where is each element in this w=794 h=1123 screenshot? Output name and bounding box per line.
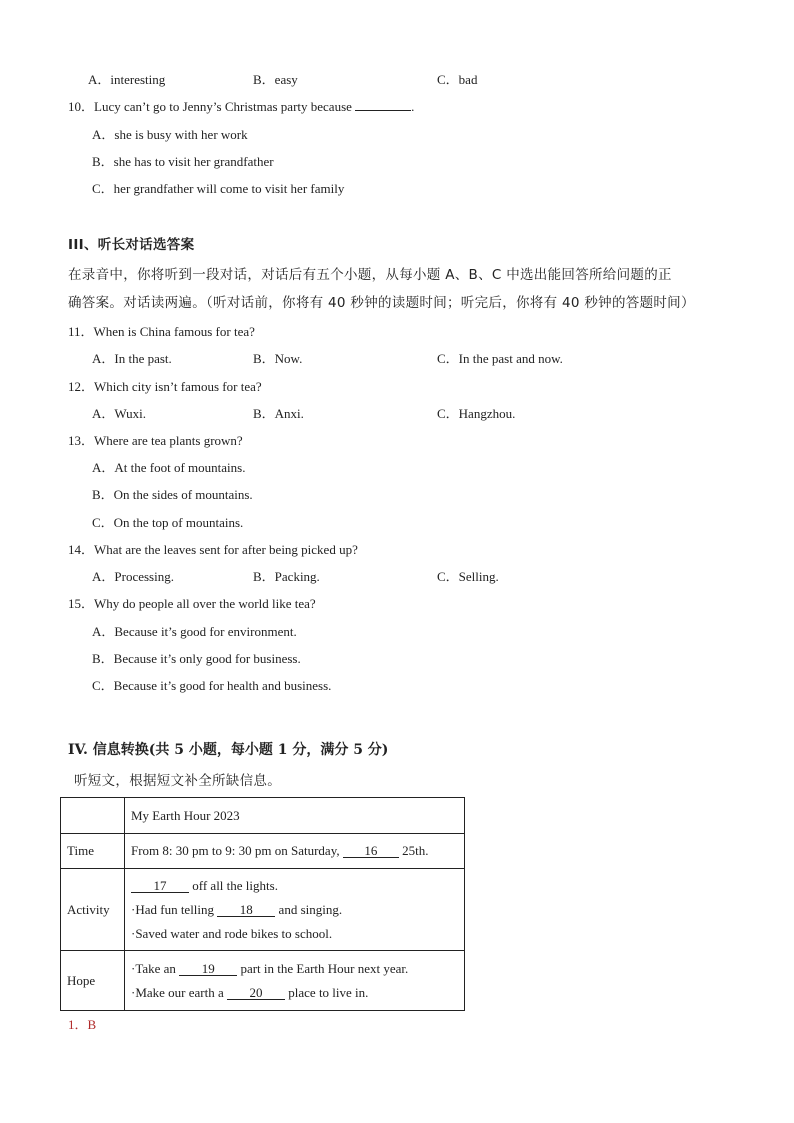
q14-option-a: A．Processing. <box>92 569 174 584</box>
blank-16: 16 <box>343 844 399 858</box>
activity-line-3: ·Saved water and rode bikes to school. <box>131 925 333 941</box>
hope-1-pre: ·Take an <box>131 960 176 976</box>
q13-option-c: C．On the top of mountains. <box>92 515 244 530</box>
activity-2-pre: ·Had fun telling <box>131 901 215 917</box>
time-label: Time <box>61 834 125 869</box>
table-row <box>61 869 465 951</box>
q15-option-b: B．Because it’s only good for business. <box>92 651 301 666</box>
hope-1-post: part in the Earth Hour next year. <box>240 960 409 976</box>
section3-instruction-line1: 在录音中，你将听到一段对话，对话后有五个小题，从每小题 A、B、C 中选出能回答所给问题的正 <box>68 267 672 283</box>
q10-stem <box>68 96 414 115</box>
q10-option-b: B．she has to visit her grandfather <box>92 154 274 169</box>
hope-line-1 <box>131 957 458 981</box>
hope-2-post: place to live in. <box>288 984 369 1000</box>
q13-option-a: A．At the foot of mountains. <box>92 460 246 475</box>
table-row <box>61 798 465 834</box>
blank-17: 17 <box>131 879 189 893</box>
activity-cell <box>125 869 465 951</box>
hope-2-pre: ·Make our earth a <box>131 984 224 1000</box>
section4-title: IV. 信息转换(共 5 小题，每小题 1 分，满分 5 分) <box>68 742 389 758</box>
activity-2-post: and singing. <box>278 901 343 917</box>
section3-instruction-line2: 确答案。对话读两遍。（听对话前，你将有 40 秒钟的读题时间；听完后，你将有 40 秒钟的答题时间） <box>68 295 695 311</box>
time-cell <box>125 834 465 869</box>
q14-stem: 14．What are the leaves sent for after being picked up? <box>68 542 358 557</box>
hope-cell <box>125 951 465 1011</box>
q15-stem: 15．Why do people all over the world like tea? <box>68 596 316 611</box>
activity-label: Activity <box>61 869 125 951</box>
activity-line-1 <box>131 874 458 898</box>
table-row <box>61 834 465 869</box>
q9-option-c: C．bad <box>437 72 478 87</box>
q10-stem-end: . <box>411 99 415 114</box>
table-row <box>61 951 465 1011</box>
q14-option-c: C．Selling. <box>437 569 499 584</box>
q11-stem: 11．When is China famous for tea? <box>68 324 255 339</box>
activity-line-2 <box>131 898 458 922</box>
q12-option-c: C．Hangzhou. <box>437 406 516 421</box>
section4-instruction: 听短文，根据短文补全所缺信息。 <box>74 773 281 789</box>
q15-option-c: C．Because it’s good for health and business. <box>92 678 332 693</box>
q9-option-b: B．easy <box>253 72 298 87</box>
blank-18: 18 <box>217 903 275 917</box>
q11-option-b: B．Now. <box>253 351 303 366</box>
q15-option-a: A．Because it’s good for environment. <box>92 624 297 639</box>
earth-hour-table <box>60 797 465 1011</box>
q11-option-a: A．In the past. <box>92 351 172 366</box>
hope-line-2 <box>131 981 458 1005</box>
blank-20: 20 <box>227 986 285 1000</box>
table-header-cell: My Earth Hour 2023 <box>125 798 465 834</box>
q11-option-c: C．In the past and now. <box>437 351 563 366</box>
activity-1-text: off all the lights. <box>192 877 278 893</box>
answer-key: 1．B <box>68 1017 97 1032</box>
time-text-pre: From 8: 30 pm to 9: 30 pm on Saturday, <box>131 843 340 858</box>
q13-option-b: B．On the sides of mountains. <box>92 487 253 502</box>
q10-option-a: A．she is busy with her work <box>92 127 248 142</box>
q9-option-a: A．interesting <box>88 72 166 87</box>
blank-19: 19 <box>179 962 237 976</box>
q10-stem-text: 10．Lucy can’t go to Jenny’s Christmas party because <box>68 99 352 114</box>
q13-stem: 13．Where are tea plants grown? <box>68 433 243 448</box>
table-corner-cell <box>61 798 125 834</box>
section3-title: III、听长对话选答案 <box>68 237 195 253</box>
hope-label: Hope <box>61 951 125 1011</box>
q12-option-a: A．Wuxi. <box>92 406 146 421</box>
q14-option-b: B．Packing. <box>253 569 320 584</box>
time-text-post: 25th. <box>402 843 429 858</box>
q10-option-c: C．her grandfather will come to visit her family <box>92 181 345 196</box>
q10-blank <box>355 110 411 111</box>
q12-stem: 12．Which city isn’t famous for tea? <box>68 379 262 394</box>
q12-option-b: B．Anxi. <box>253 406 304 421</box>
